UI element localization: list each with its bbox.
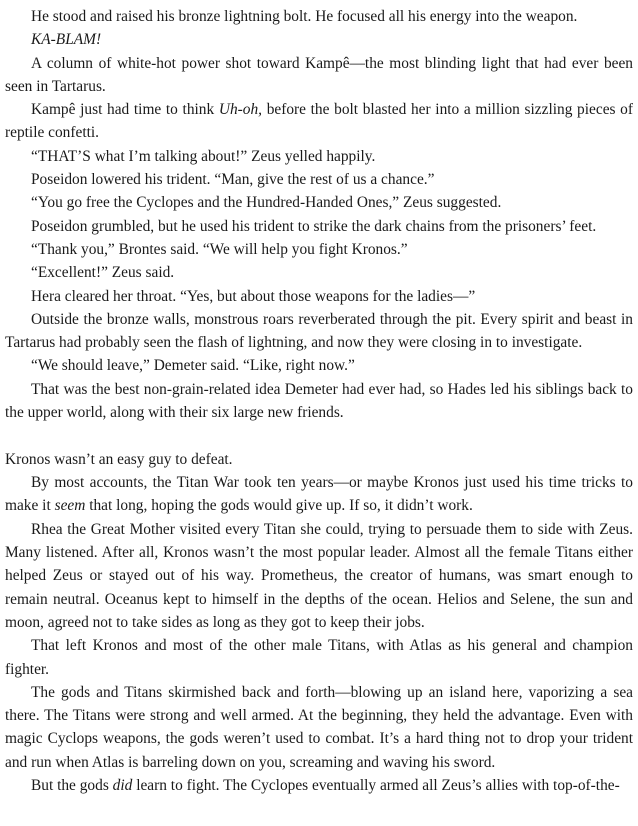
paragraph (5, 681, 633, 774)
paragraph-text: “Excellent!” Zeus said. (31, 264, 175, 282)
paragraph (5, 168, 633, 191)
paragraph-text: Poseidon grumbled, but he used his trident to strike the dark chains from the prisoners’ feet. (31, 217, 597, 235)
paragraph-text: A column of white-hot power shot toward Kampê—the most blinding light that had ever been seen in Tartarus. (5, 54, 633, 95)
paragraph-text: That was the best non-grain-related idea Demeter had ever had, so Hades led his siblings back to the upper world, along with their six large new friends. (5, 380, 633, 422)
paragraph-text: “THAT’S what I’m talking about!” Zeus yelled happily. (31, 147, 376, 165)
paragraph-text: That left Kronos and most of the other male Titans, with Atlas as his general and champion fighter. (5, 637, 633, 678)
paragraph-text: Poseidon lowered his trident. “Man, give the rest of us a chance.” (31, 171, 435, 189)
italic-text: Uh-oh, (218, 101, 263, 119)
paragraph-text: Hera cleared her throat. “Yes, but about those weapons for the ladies—” (31, 287, 476, 305)
italic-text: did (112, 777, 133, 794)
paragraph-text: He stood and raised his bronze lightning bolt. He focused all his energy into the weapon. (31, 8, 578, 25)
paragraph (5, 52, 633, 99)
italic-text: KA-BLAM! (31, 31, 102, 49)
paragraph-text: learn to fight. The Cyclopes eventually armed all Zeus’s allies with top-of-the- (132, 777, 620, 794)
paragraph (5, 634, 633, 681)
paragraph (5, 774, 633, 797)
paragraph-text: that long, hoping the gods would give up. If so, it didn’t work. (85, 497, 473, 515)
book-page (5, 5, 633, 797)
paragraph-text: Rhea the Great Mother visited every Titan she could, trying to persuade them to side with Zeus. Many listened. After all, Kronos wasn’t the most popular leader. Almost all the female Titans either helped Zeus or stayed out of his way. Prometheus, the creator of humans, was smart enough to remain neutral. Oceanus kept to himself in the depths of the ocean. Helios and Selene, the sun and moon, agreed not to take sides as long as they got to keep their jobs. (5, 520, 633, 631)
paragraph (5, 471, 633, 518)
paragraph (5, 215, 633, 238)
paragraph (5, 354, 633, 377)
paragraph (5, 145, 633, 168)
paragraph (5, 238, 633, 261)
paragraph-text: Kronos wasn’t an easy guy to defeat. (5, 450, 233, 468)
section-break (5, 424, 633, 448)
paragraph-text: By most accounts, the Titan War took ten years—or maybe Kronos just used his time tricks to make it (5, 474, 633, 515)
paragraph (5, 191, 633, 214)
paragraph-text: Kampê just had time to think (31, 101, 219, 119)
paragraph-text: “Thank you,” Brontes said. “We will help you fight Kronos.” (31, 240, 408, 258)
italic-text: seem (54, 497, 86, 515)
paragraph-text: “You go free the Cyclopes and the Hundred-Handed Ones,” Zeus suggested. (31, 194, 502, 212)
paragraph (5, 261, 633, 284)
paragraph-text: before the bolt blasted her into a million sizzling pieces of reptile confetti. (5, 101, 633, 142)
paragraph-text: The gods and Titans skirmished back and forth—blowing up an island here, vaporizing a sea there. The Titans were strong and well armed. At the beginning, they held the advantage. Even with magic Cyclops weapons, the gods weren’t used to combat. It’s a hard thing not to drop your trident and run when Atlas is barreling down on you, screaming and waving his sword. (5, 683, 633, 771)
paragraph (5, 518, 633, 634)
paragraph (5, 285, 633, 308)
paragraph (5, 378, 633, 425)
paragraph (5, 98, 633, 145)
paragraph-text: “We should leave,” Demeter said. “Like, right now.” (31, 357, 355, 375)
paragraph (5, 28, 633, 51)
paragraph (5, 448, 633, 471)
paragraph-text: Outside the bronze walls, monstrous roars reverberated through the pit. Every spirit and beast in Tartarus had probably seen the flash of lightning, and now they were closing in to investigate. (5, 310, 633, 352)
text-section-after-break (5, 448, 633, 797)
paragraph (5, 5, 633, 28)
text-section-before-break (5, 5, 633, 424)
paragraph (5, 308, 633, 355)
paragraph-text: But the gods (31, 777, 113, 794)
